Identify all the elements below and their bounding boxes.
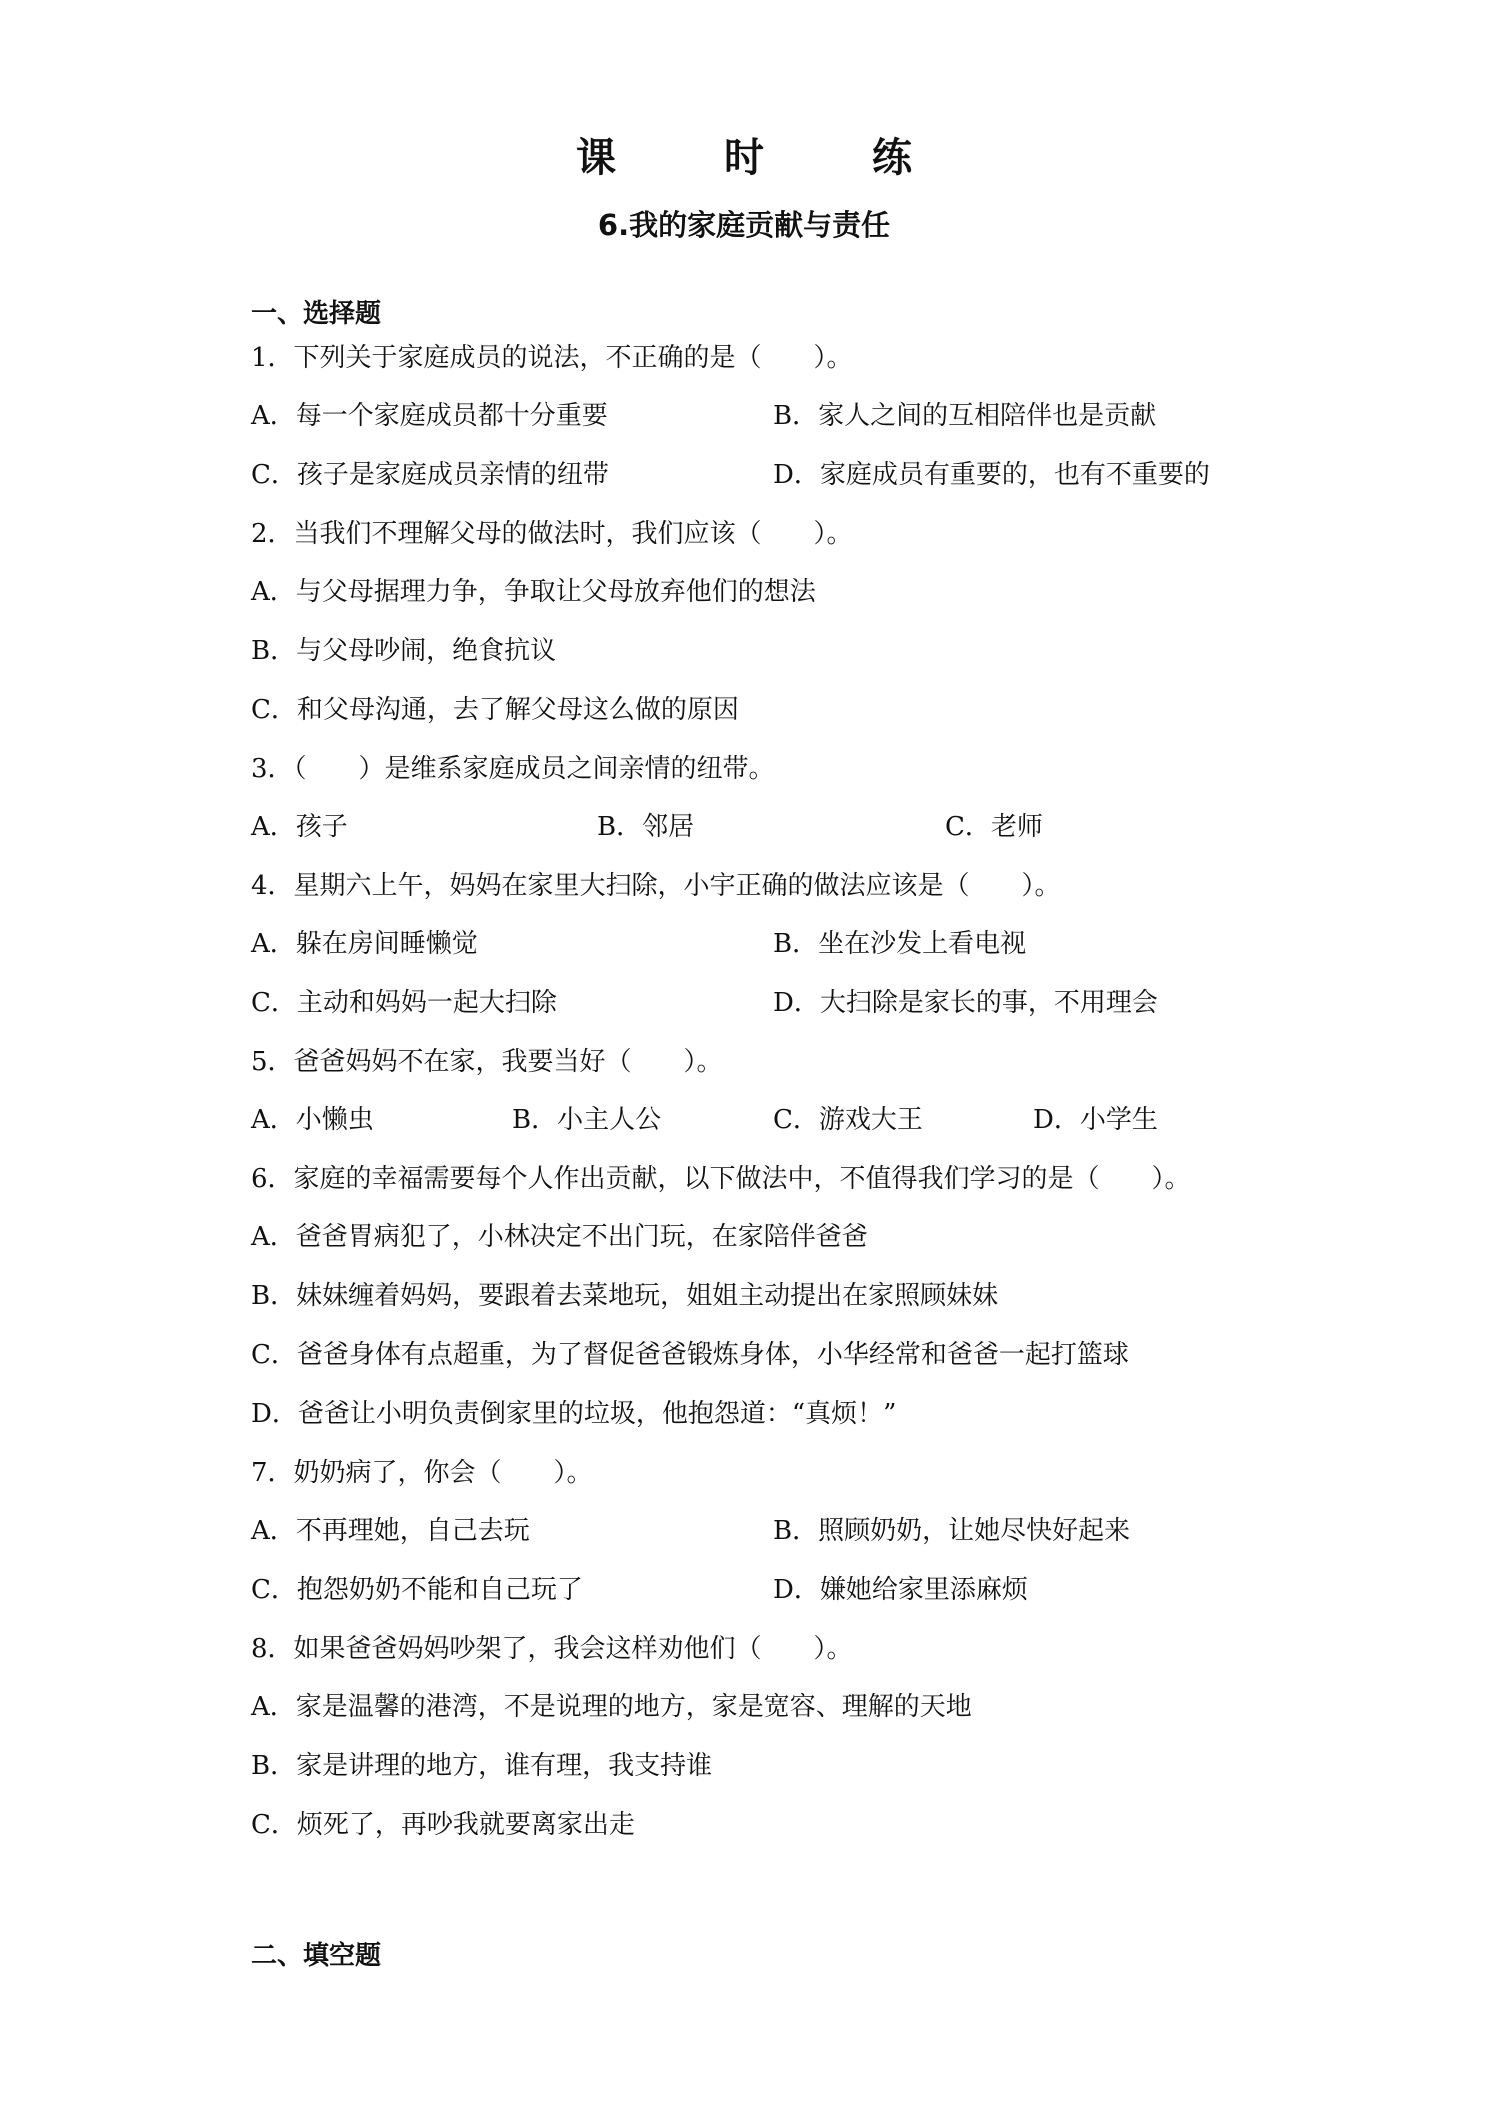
- option: C．孩子是家庭成员亲情的纽带: [251, 460, 609, 490]
- option: C．和父母沟通，去了解父母这么做的原因: [251, 695, 739, 725]
- option: B．照顾奶奶，让她尽快好起来: [773, 1516, 1131, 1546]
- section-heading-fill: 二、填空题: [251, 1941, 382, 1971]
- question-stem: 1．下列关于家庭成员的说法，不正确的是（ ）。: [251, 343, 853, 373]
- option: D．大扫除是家长的事，不用理会: [773, 988, 1158, 1018]
- option: C．抱怨奶奶不能和自己玩了: [251, 1575, 583, 1605]
- option: D．嫌她给家里添麻烦: [773, 1575, 1028, 1605]
- section-heading-choice: 一、选择题: [251, 299, 382, 329]
- page-subtitle: 6.我的家庭贡献与责任: [597, 208, 891, 242]
- question-stem: 2．当我们不理解父母的做法时，我们应该（ ）。: [251, 519, 853, 549]
- option: B．小主人公: [512, 1105, 662, 1135]
- option: A．躲在房间睡懒觉: [251, 929, 478, 959]
- option: A．小懒虫: [251, 1105, 374, 1135]
- option: A．不再理她，自己去玩: [251, 1516, 530, 1546]
- question-stem: 7．奶奶病了，你会（ ）。: [251, 1458, 593, 1488]
- option: B．家是讲理的地方，谁有理，我支持谁: [251, 1751, 713, 1781]
- option: A．家是温馨的港湾，不是说理的地方，家是宽容、理解的天地: [251, 1692, 972, 1722]
- option: C．烦死了，再吵我就要离家出走: [251, 1810, 635, 1840]
- option: B．坐在沙发上看电视: [773, 929, 1027, 959]
- option: C．游戏大王: [773, 1105, 923, 1135]
- option: B．妹妹缠着妈妈，要跟着去菜地玩，姐姐主动提出在家照顾妹妹: [251, 1281, 999, 1311]
- question-stem: 5．爸爸妈妈不在家，我要当好（ ）。: [251, 1047, 723, 1077]
- option: D．家庭成员有重要的，也有不重要的: [773, 460, 1210, 490]
- option: B．邻居: [597, 812, 695, 842]
- option: D．小学生: [1033, 1105, 1158, 1135]
- question-stem: 4．星期六上午，妈妈在家里大扫除，小宇正确的做法应该是（ ）。: [251, 871, 1061, 901]
- option: A．与父母据理力争，争取让父母放弃他们的想法: [251, 577, 816, 607]
- question-stem: 3．（ ）是维系家庭成员之间亲情的纽带。: [251, 754, 775, 784]
- option: B．与父母吵闹，绝食抗议: [251, 636, 557, 666]
- option: B．家人之间的互相陪伴也是贡献: [773, 401, 1157, 431]
- option: C．主动和妈妈一起大扫除: [251, 988, 557, 1018]
- question-stem: 8．如果爸爸妈妈吵架了，我会这样劝他们（ ）。: [251, 1634, 853, 1664]
- option: C．爸爸身体有点超重，为了督促爸爸锻炼身体，小华经常和爸爸一起打篮球: [251, 1340, 1129, 1370]
- option: A．孩子: [251, 812, 348, 842]
- option: C．老师: [945, 812, 1043, 842]
- option: A．爸爸胃病犯了，小林决定不出门玩，在家陪伴爸爸: [251, 1222, 868, 1252]
- option: A．每一个家庭成员都十分重要: [251, 401, 608, 431]
- question-stem: 6．家庭的幸福需要每个人作出贡献，以下做法中，不值得我们学习的是（ ）。: [251, 1164, 1191, 1194]
- page-title: 课 时 练: [576, 135, 946, 181]
- option: D．爸爸让小明负责倒家里的垃圾，他抱怨道：“真烦！”: [251, 1399, 897, 1429]
